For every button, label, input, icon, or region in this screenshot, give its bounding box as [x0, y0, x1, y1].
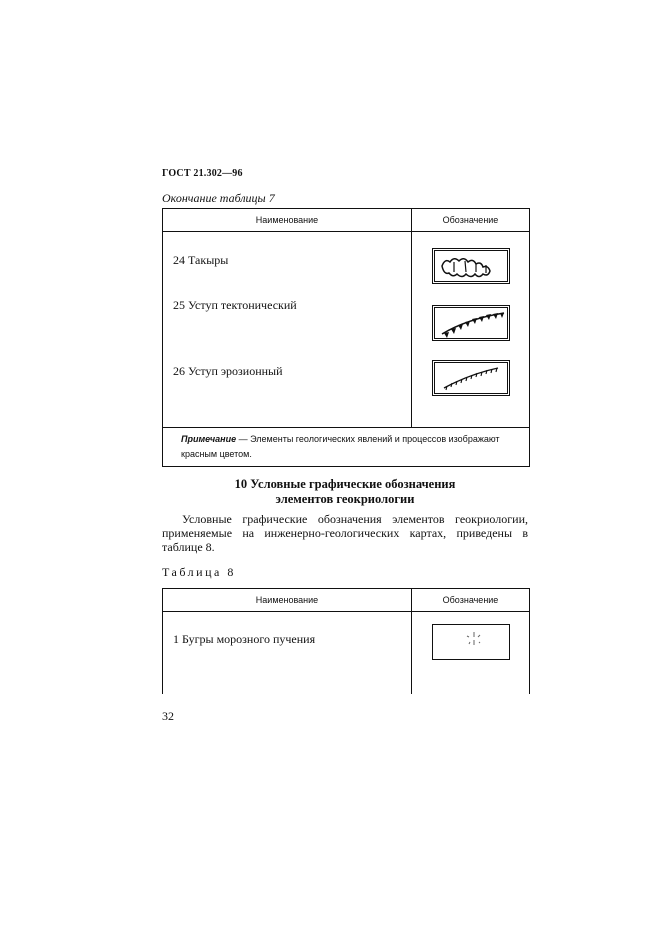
column-header-name: Наименование: [163, 209, 412, 232]
table-header-row: [163, 209, 530, 232]
table-row: [163, 612, 530, 695]
row-label: 25 Уступ тектонический: [173, 298, 297, 312]
row-label: 1 Бугры морозного пучения: [173, 632, 316, 646]
tectonic-scarp-symbol-icon: [412, 284, 529, 341]
table-7-caption: Окончание таблицы 7: [162, 191, 275, 205]
note-label: Примечание: [181, 434, 237, 444]
section-heading-line-2: элементов геокриологии: [275, 492, 415, 506]
takyr-symbol-icon: [412, 232, 529, 284]
table-8: [162, 588, 530, 694]
name-column-cell: [163, 612, 412, 695]
section-paragraph: Условные графические обозначения элементов геокриологии, применяемые на инженерно-геологических картах, приведены в таблице 8.: [162, 512, 528, 554]
column-header-symbol: Обозначение: [412, 209, 530, 232]
table-note-row: [163, 428, 530, 467]
table-8-caption: Таблица 8: [162, 565, 236, 579]
table-header-row: [163, 589, 530, 612]
table-note: [163, 428, 530, 467]
erosion-scarp-symbol-icon: [412, 341, 529, 396]
page-number: 32: [162, 709, 174, 723]
symbol-column-cell: [412, 232, 530, 428]
column-header-name: Наименование: [163, 589, 412, 612]
row-label: 26 Уступ эрозионный: [173, 364, 283, 378]
document-code: ГОСТ 21.302—96: [162, 168, 243, 179]
symbol-column-cell: [412, 612, 530, 695]
table-7: [162, 208, 530, 467]
section-heading-line-1: 10 Условные графические обозначения: [234, 477, 456, 491]
name-column-cell: [163, 232, 412, 428]
section-heading: [160, 477, 530, 507]
column-header-symbol: Обозначение: [412, 589, 530, 612]
frost-heave-mound-symbol-icon: [412, 612, 529, 660]
row-label: 24 Такыры: [173, 253, 229, 267]
note-text: — Элементы геологических явлений и процессов изображают красным цветом.: [181, 434, 500, 459]
table-row: [163, 232, 530, 428]
